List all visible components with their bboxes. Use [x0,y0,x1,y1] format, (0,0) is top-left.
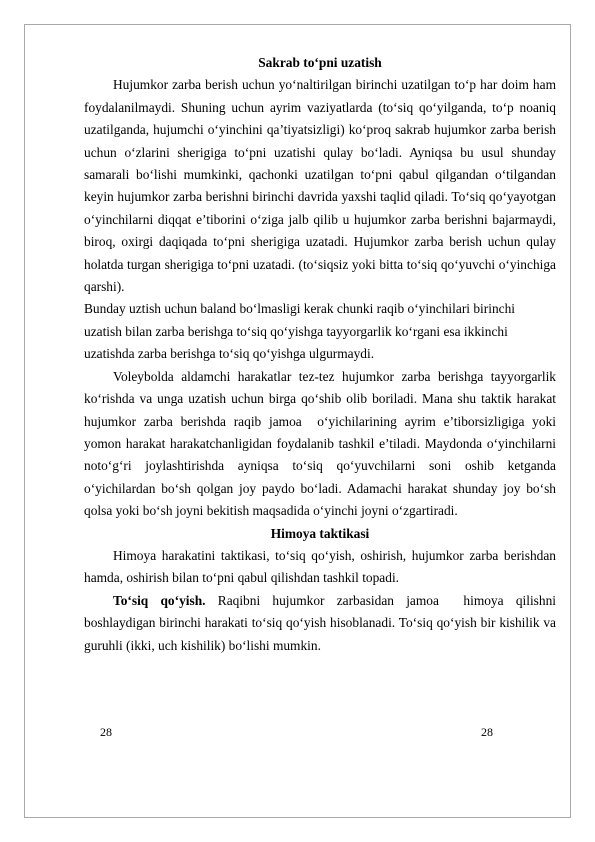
section-title-sakrab: Sakrab to‘pni uzatish [258,55,382,70]
paragraph: Hujumkor zarba berish uchun yo‘naltirilgan birinchi uzatilgan to‘p har doim ham foydalanilmaydi. Shuning uchun ayrim vaziyatlarda (to‘siq qo‘yilganda, to‘p noaniq uzatilganda, hujumchi o‘yinchini qa’tiyatsizligi) ko‘proq sakrab hujumkor zarba berish uchun o‘zlarini sherigiga to‘pni uzatishi qulay bo‘ladi. Ayniqsa bu usul shunday samarali bo‘lishi mumkinki, qachonki uzatilgan to‘pni qabul qilgandan o‘tilgandan keyin hujumkor zarba berishni birinchi davrida yaxshi taqlid qiladi. To‘siq qo‘yayotgan o‘yinchilarni diqqat e’tiborini o‘ziga jalb qilib u hujumkor zarba berishni bajarmaydi, biroq, oxirgi daqiqada to‘pni sherigiga uzatadi. Hujumkor zarba berish uchun qulay holatda turgan sherigiga to‘pni uzatadi. (to‘siqsiz yoki bitta to‘siq qo‘yuvchi o‘yinchiga qarshi). [84,77,556,295]
paragraph-line: uzatish bilan zarba berishga to‘siq qo‘yishga tayyorgarlik ko‘rgani esa ikkinchi [84,323,508,339]
paragraph: Voleybolda aldamchi harakatlar tez-tez hujumkor zarba berishga tayyorgarlik ko‘rishda va unga uzatish uchun birga qo‘shib olib boriladi. Mana shu taktik harakat hujumkor zarba berishda raqib jamoa o‘yichilarining ayrim e’tiborsizligiga yoki yomon harakat harakatchanligidan foydalanib tashkil e’tiladi. Maydonda o‘yinchilarni noto‘g‘ri joylashtirishda ayniqsa to‘siq qo‘yuvchilarni soni oshib ketganda o‘yichilardan bo‘sh qolgan joy paydo bo‘ladi. Adamachi harakat shunday joy bo‘sh qolsa yoki bo‘sh joyni bekitish maqsadida o‘yinchi joyni o‘zgartiradi. [84,368,560,519]
paragraph [84,590,560,657]
page-number-left: 28 [100,725,112,739]
paragraph-line: Bunday uztish uchun baland bo‘lmasligi kerak chunki raqib o‘yinchilari birinchi [84,301,515,317]
document-body [84,52,560,657]
paragraph-text: Raqibni hujumkor zarbasidan jamoa himoya qilishni boshlaydigan birinchi harakati to‘siq qo‘yish hisoblanadi. To‘siq qo‘yish bir kishilik va guruhli (ikki, uch kishilik) bo‘lishi mumkin. [84,592,560,653]
paragraph: Himoya harakatini taktikasi, to‘siq qo‘yish, oshirish, hujumkor zarba berishdan hamda, oshirish bilan to‘pni qabul qilishdan tashkil topadi. [84,547,556,586]
term-tosiq-qoyish: To‘siq qo‘yish. [113,592,206,608]
section-title-himoya: Himoya taktikasi [270,525,370,541]
page-number-right: 28 [481,725,493,739]
paragraph-line: uzatishda zarba berishga to‘siq qo‘yishga ulgurmaydi. [84,346,375,362]
